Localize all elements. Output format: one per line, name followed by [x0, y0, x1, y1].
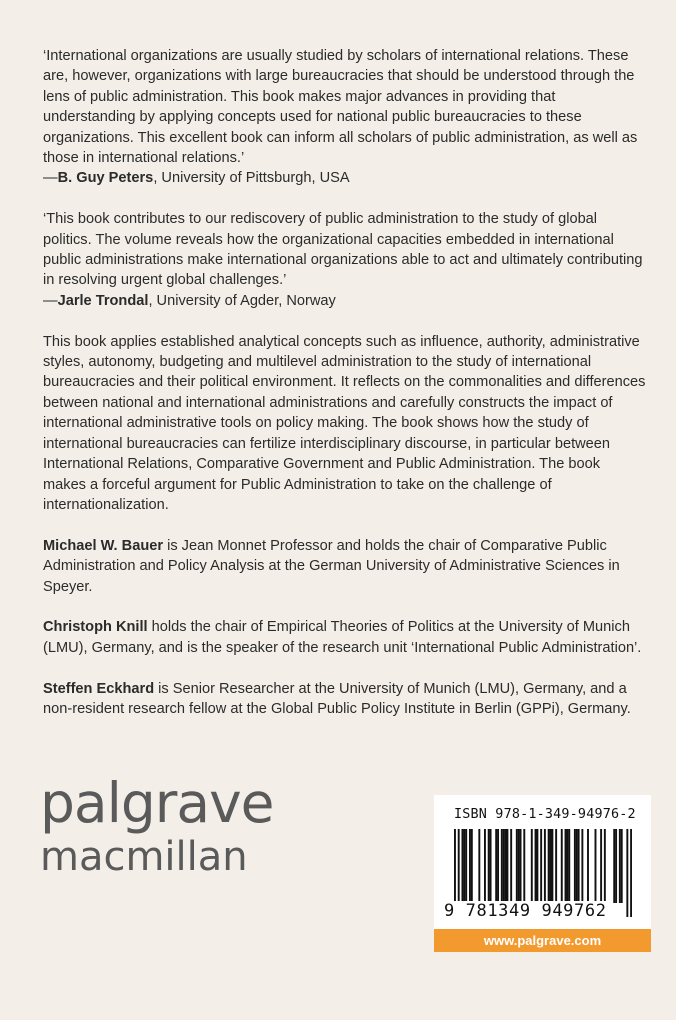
- author-bio-bauer: [43, 536, 647, 597]
- barcode-bar: [604, 829, 606, 903]
- barcode-bar: [488, 829, 490, 903]
- review-2: [43, 209, 647, 311]
- author-bio-text: is Senior Researcher at the University of Munich (LMU), Germany, and a non-resident research fellow at the Global Public Policy Institute in Berlin (GPPi), Germany.: [43, 680, 631, 717]
- barcode-bar: [535, 829, 537, 903]
- barcode-bar: [576, 829, 578, 903]
- review-2-affiliation: , University of Agder, Norway: [148, 292, 336, 309]
- barcode-bar: [578, 829, 580, 903]
- barcode-bar: [478, 829, 480, 903]
- barcode-bar: [561, 829, 563, 903]
- author-name: Christoph Knill: [43, 619, 148, 636]
- barcode-bar: [615, 829, 617, 903]
- barcode-bar: [461, 829, 463, 903]
- barcode-bar: [510, 829, 512, 903]
- author-bio-knill: [43, 617, 647, 658]
- review-1-dash: —: [43, 170, 58, 187]
- barcode-bar: [568, 829, 570, 903]
- barcode-bar: [619, 829, 621, 903]
- barcode-bar: [595, 829, 597, 903]
- review-1: [43, 46, 647, 189]
- barcode-bar: [536, 829, 538, 903]
- publisher-logo-line2: macmillan: [40, 834, 248, 880]
- barcode-bar: [497, 829, 499, 903]
- barcode-bar: [630, 829, 632, 917]
- review-2-attribution: [43, 291, 647, 311]
- review-2-dash: —: [43, 292, 58, 309]
- review-1-quote: ‘International organizations are usually studied by scholars of international relations. These are, however, organizations with large bureaucracies that should be understood through the lens of public administration. This book makes major advances in providing that understanding by applying concepts used for national public bureaucracies to these organizations. This excellent book can inform all scholars of public administration, as well as those in international relations.’: [43, 48, 638, 167]
- barcode-bar: [516, 829, 518, 903]
- barcode-number: 9 781349 949762: [444, 901, 607, 921]
- barcode-bar: [613, 829, 615, 903]
- barcode-bar: [465, 829, 467, 903]
- author-bio-eckhard: [43, 679, 647, 720]
- review-2-reviewer: Jarle Trondal: [57, 292, 149, 309]
- isbn-label: ISBN 978-1-349-94976-2: [454, 807, 636, 822]
- barcode-bar: [581, 829, 583, 903]
- author-bio-text: is Jean Monnet Professor and holds the chair of Comparative Public Administration and Policy Analysis at the German University of Administrative Sciences in Speyer.: [43, 537, 620, 595]
- review-1-affiliation: , University of Pittsburgh, USA: [153, 170, 350, 187]
- barcode-bar: [503, 829, 505, 903]
- barcode-bar: [523, 829, 525, 903]
- barcode-bar: [587, 829, 589, 903]
- publisher-logo: [40, 771, 274, 880]
- author-bio-text: holds the chair of Empirical Theories of Politics at the University of Munich (LMU), Germany, and is the speaker of the research unit ‘International Public Administration’.: [43, 619, 642, 656]
- barcode-bar: [566, 829, 568, 903]
- author-name: Steffen Eckhard: [43, 680, 155, 697]
- barcode-bar: [531, 829, 533, 903]
- barcode-bar: [506, 829, 508, 903]
- barcode-bar: [550, 829, 552, 903]
- barcode-bar: [471, 829, 473, 903]
- barcode-bar: [565, 829, 567, 903]
- barcode-bar: [520, 829, 522, 903]
- review-2-quote: ‘This book contributes to our rediscovery of public administration to the study of global politics. The volume reveals how the organizational capacities embedded in international public administrations make international organizations able to act and ultimately contributing in resolving urgent global challenges.’: [43, 211, 643, 289]
- website-link[interactable]: www.palgrave.com: [434, 929, 651, 952]
- book-description: This book applies established analytical concepts such as influence, authority, administrative styles, autonomy, budgeting and multilevel administration to the study of international bureaucracies and their political environment. It reflects on the commonalities and differences between national and international administrations and carefully constructs the impact of international administrative tools on policy making. The book shows how the study of international bureaucracies can fertilize interdisciplinary discourse, in particular between International Relations, Comparative Government and Public Administration. The book makes a forceful argument for Public Administration to take on the challenge of internationalization.: [43, 333, 646, 513]
- barcode-bar: [484, 829, 486, 903]
- barcode-bar: [548, 829, 550, 903]
- barcode-bar: [495, 829, 497, 903]
- barcode-bar: [621, 829, 623, 903]
- barcode-bar: [518, 829, 520, 903]
- barcode-bar: [469, 829, 471, 903]
- barcode-bar: [574, 829, 576, 903]
- barcode-bar: [551, 829, 553, 903]
- barcode-bar: [463, 829, 465, 903]
- publisher-logo-line1: palgrave: [40, 771, 274, 835]
- barcode-bar: [555, 829, 557, 903]
- review-1-attribution: [43, 168, 647, 188]
- barcode-bar: [626, 829, 628, 917]
- barcode-bar: [505, 829, 507, 903]
- barcode-bar: [600, 829, 602, 903]
- isbn-barcode: [434, 795, 651, 929]
- review-1-reviewer: B. Guy Peters: [57, 170, 154, 187]
- barcode-bar: [501, 829, 503, 903]
- barcode-bar: [490, 829, 492, 903]
- author-name: Michael W. Bauer: [43, 537, 164, 554]
- back-cover-text: [43, 46, 647, 740]
